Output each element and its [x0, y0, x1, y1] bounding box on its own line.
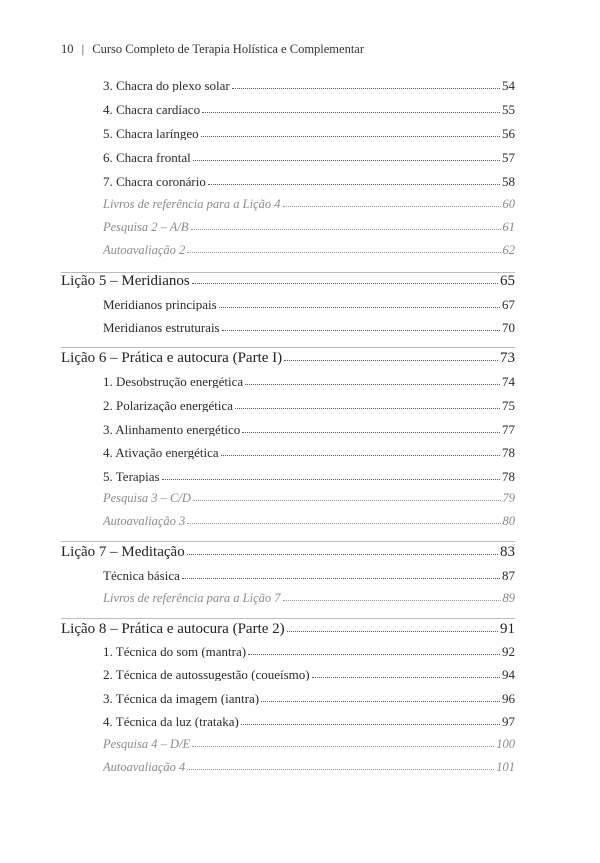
dot-leader [232, 88, 500, 89]
dot-leader [235, 408, 500, 409]
toc-lesson-entry [61, 545, 515, 560]
running-header [61, 42, 364, 57]
toc-entry-page: 56 [502, 127, 515, 140]
toc-entry-title: Autoavaliação 2 [103, 244, 186, 257]
dot-leader [261, 701, 500, 702]
header-page-number: 10 [61, 42, 74, 56]
toc-entry-page: 60 [502, 198, 515, 211]
toc-entry [103, 221, 515, 234]
toc-entry-page: 91 [500, 622, 515, 637]
toc-entry [103, 399, 515, 412]
toc-entry-title: Autoavaliação 4 [103, 761, 186, 774]
toc-entry-page: 57 [502, 151, 515, 164]
toc-entry [103, 298, 515, 311]
dot-leader [187, 252, 500, 253]
toc-entry [103, 127, 515, 140]
toc-entry [103, 761, 515, 774]
dot-leader [222, 330, 500, 331]
toc-entry-title: 2. Técnica de autossugestão (coueísmo) [103, 668, 310, 681]
toc-entry [103, 446, 515, 459]
toc-entry-title: Lição 7 – Meditação [61, 545, 185, 560]
toc-entry-title: 3. Alinhamento energético [103, 423, 241, 436]
dot-leader [283, 600, 501, 601]
toc-entry-page: 70 [502, 321, 515, 334]
toc-entry-title: Pesquisa 3 – C/D [103, 492, 191, 505]
toc-entry-page: 67 [502, 298, 515, 311]
dot-leader [208, 184, 500, 185]
toc-entry-title: Autoavaliação 3 [103, 515, 186, 528]
toc-entry [103, 668, 515, 681]
dot-leader [182, 578, 500, 579]
toc-lesson-entry [61, 351, 515, 366]
toc-entry [103, 470, 515, 483]
toc-entry-page: 87 [502, 569, 515, 582]
toc-entry-page: 94 [502, 668, 515, 681]
toc-entry-title: Lição 6 – Prática e autocura (Parte I) [61, 351, 283, 366]
dot-leader [242, 432, 500, 433]
toc-entry [103, 569, 515, 582]
toc-entry-page: 77 [502, 423, 515, 436]
toc-entry-page: 73 [500, 351, 515, 366]
dot-leader [283, 206, 501, 207]
dot-leader [192, 283, 498, 284]
toc-entry-title: 5. Terapias [103, 470, 160, 483]
toc-entry-page: 62 [502, 244, 515, 257]
toc-entry [103, 103, 515, 116]
toc-lesson-entry [61, 274, 515, 289]
dot-leader [219, 307, 500, 308]
dot-leader [187, 769, 494, 770]
toc-entry-title: Livros de referência para a Lição 7 [103, 592, 281, 605]
dot-leader [284, 360, 498, 361]
toc-entry-title: 3. Chacra do plexo solar [103, 79, 230, 92]
toc-entry-title: 1. Técnica do som (mantra) [103, 645, 247, 658]
toc-entry [103, 244, 515, 257]
section-divider [61, 618, 515, 619]
dot-leader [187, 554, 498, 555]
toc-entry [103, 79, 515, 92]
toc-entry-page: 92 [502, 645, 515, 658]
dot-leader [193, 500, 501, 501]
toc-entry-page: 100 [496, 738, 515, 751]
header-book-title: Curso Completo de Terapia Holística e Complementar [92, 42, 365, 56]
dot-leader [221, 455, 500, 456]
toc-entry-page: 89 [502, 592, 515, 605]
toc-entry-title: Meridianos estruturais [103, 321, 220, 334]
dot-leader [201, 136, 500, 137]
toc-entry [103, 738, 515, 751]
toc-entry-title: Livros de referência para a Lição 4 [103, 198, 281, 211]
toc-entry-title: Meridianos principais [103, 298, 217, 311]
toc-entry-page: 83 [500, 545, 515, 560]
dot-leader [241, 724, 500, 725]
toc-entry [103, 692, 515, 705]
toc-entry [103, 321, 515, 334]
toc-entry-title: 4. Chacra cardíaco [103, 103, 201, 116]
section-divider [61, 347, 515, 348]
toc-entry-page: 58 [502, 175, 515, 188]
toc-entry-title: 4. Técnica da luz (trataka) [103, 715, 239, 728]
toc-entry-title: 6. Chacra frontal [103, 151, 191, 164]
dot-leader [192, 746, 494, 747]
dot-leader [202, 112, 500, 113]
toc-entry-page: 96 [502, 692, 515, 705]
toc-entry [103, 175, 515, 188]
toc-entry-page: 74 [502, 375, 515, 388]
toc-entry-title: Lição 5 – Meridianos [61, 274, 190, 289]
toc-entry-title: Pesquisa 2 – A/B [103, 221, 189, 234]
toc-entry-page: 97 [502, 715, 515, 728]
toc-entry-page: 78 [502, 470, 515, 483]
section-divider [61, 272, 515, 273]
toc-entry-title: 2. Polarização energética [103, 399, 234, 412]
toc-entry [103, 515, 515, 528]
toc-entry-title: Pesquisa 4 – D/E [103, 738, 191, 751]
toc-entry [103, 375, 515, 388]
toc-entry [103, 645, 515, 658]
toc-entry [103, 198, 515, 211]
dot-leader [191, 229, 501, 230]
toc-entry-page: 55 [502, 103, 515, 116]
toc-entry-page: 65 [500, 274, 515, 289]
toc-entry-title: 4. Ativação energética [103, 446, 219, 459]
toc-entry-title: Técnica básica [103, 569, 180, 582]
dot-leader [187, 523, 500, 524]
toc-entry [103, 492, 515, 505]
toc-entry-title: 1. Desobstrução energética [103, 375, 244, 388]
dot-leader [287, 631, 498, 632]
toc-entry-page: 78 [502, 446, 515, 459]
dot-leader [162, 479, 500, 480]
toc-entry [103, 592, 515, 605]
toc-lesson-entry [61, 622, 515, 637]
toc-entry-title: Lição 8 – Prática e autocura (Parte 2) [61, 622, 285, 637]
toc-entry-page: 79 [502, 492, 515, 505]
section-divider [61, 541, 515, 542]
toc-entry-page: 101 [496, 761, 515, 774]
toc-entry [103, 423, 515, 436]
toc-entry-page: 75 [502, 399, 515, 412]
toc-entry [103, 151, 515, 164]
dot-leader [245, 384, 500, 385]
dot-leader [312, 677, 500, 678]
toc-entry-page: 80 [502, 515, 515, 528]
dot-leader [248, 654, 500, 655]
toc-entry [103, 715, 515, 728]
toc-entry-page: 54 [502, 79, 515, 92]
toc-entry-page: 61 [502, 221, 515, 234]
toc-entry-title: 3. Técnica da imagem (iantra) [103, 692, 260, 705]
header-separator: | [81, 42, 85, 56]
toc-entry-title: 5. Chacra laríngeo [103, 127, 199, 140]
toc-entry-title: 7. Chacra coronário [103, 175, 206, 188]
dot-leader [193, 160, 500, 161]
